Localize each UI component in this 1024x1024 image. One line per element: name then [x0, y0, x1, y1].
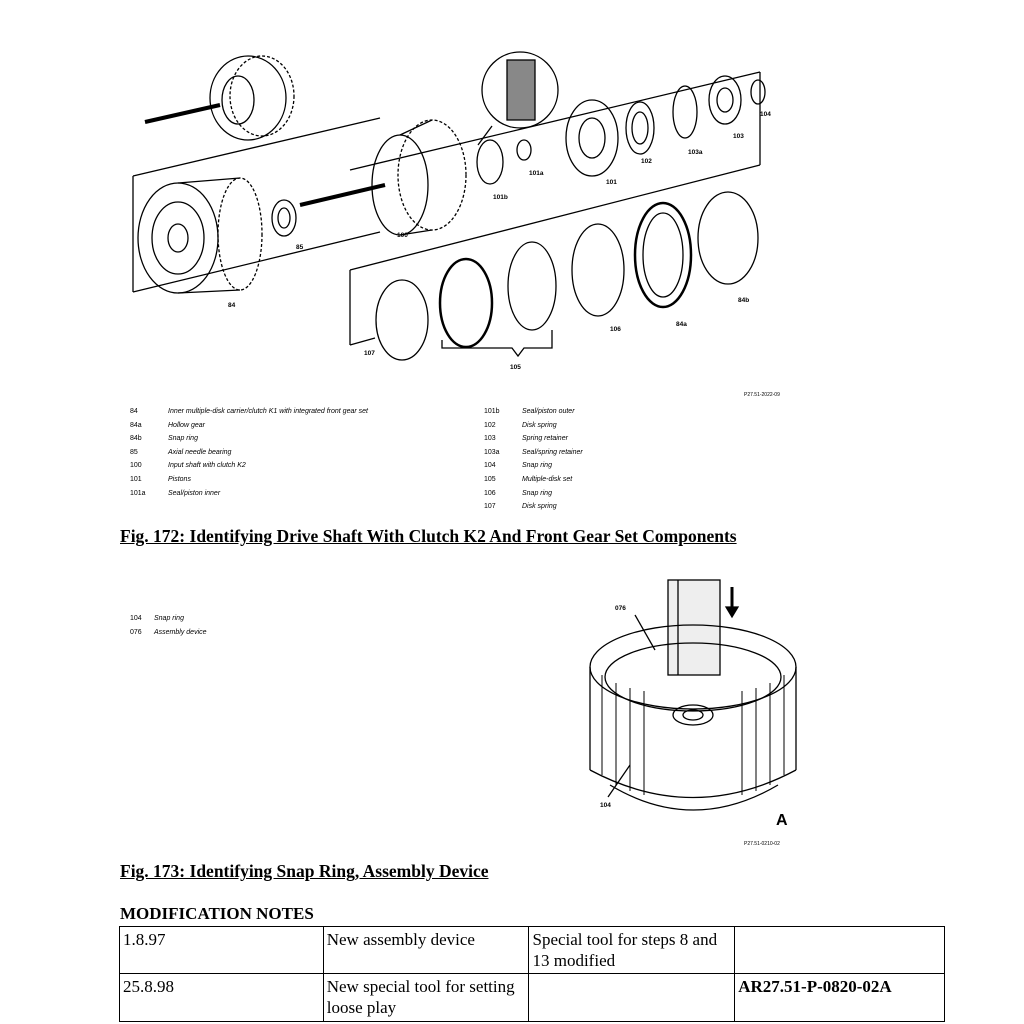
fig173-legend	[130, 612, 330, 639]
legend-row: 103 Spring retainer	[484, 435, 568, 443]
callout-101a: 101a	[529, 170, 544, 177]
table-row	[120, 927, 945, 974]
modification-notes-table	[119, 926, 945, 1022]
legend-row: 84 Inner multiple-disk carrier/clutch K1 with integrated front gear set	[130, 408, 368, 415]
callout-103: 103	[733, 133, 744, 140]
callout-105: 105	[510, 364, 521, 371]
callout-84b: 84b	[738, 297, 750, 304]
legend-row: 076 Assembly device	[130, 628, 207, 636]
legend-row: 105 Multiple-disk set	[484, 475, 573, 483]
table-cell	[735, 927, 945, 974]
table-cell: 1.8.97	[120, 927, 324, 974]
callout-85: 85	[296, 244, 304, 251]
callout-076: 076	[615, 605, 626, 612]
legend-row: 84b Snap ring	[130, 435, 198, 443]
assembly-drawing	[560, 575, 810, 855]
view-label: A	[776, 812, 788, 829]
legend-row: 103a Seal/spring retainer	[484, 448, 583, 456]
callout-101b: 101b	[493, 194, 508, 201]
fig172-caption: Fig. 172: Identifying Drive Shaft With Clutch K2 And Front Gear Set Components	[120, 526, 737, 546]
legend-row: 104 Snap ring	[484, 462, 552, 470]
callout-104: 104	[600, 802, 611, 809]
callout-106: 106	[610, 326, 621, 333]
fig173-figure	[560, 575, 810, 855]
legend-row: 100 Input shaft with clutch K2	[130, 462, 246, 470]
fig172-figure	[0, 0, 1024, 400]
exploded-view-drawing	[0, 0, 1024, 400]
legend-row: 106 Snap ring	[484, 489, 552, 497]
fig172-legend-left	[130, 405, 460, 500]
legend-row: 101b Seal/piston outer	[484, 408, 575, 415]
table-cell: 25.8.98	[120, 974, 324, 1022]
fig173-caption: Fig. 173: Identifying Snap Ring, Assembly Device	[120, 861, 489, 881]
table-cell: New special tool for setting loose play	[323, 974, 529, 1022]
legend-row: 104 Snap ring	[130, 615, 184, 622]
callout-84: 84	[228, 302, 236, 309]
legend-row: 107 Disk spring	[484, 503, 557, 511]
legend-row: 85 Axial needle bearing	[130, 448, 232, 456]
fig172-legend-right	[484, 405, 684, 514]
legend-row: 101 Pistons	[130, 475, 191, 483]
modification-notes-title: MODIFICATION NOTES	[120, 904, 314, 923]
legend-row: 84a Hollow gear	[130, 421, 205, 429]
callout-84a: 84a	[676, 321, 687, 328]
callout-104: 104	[760, 111, 771, 118]
reference-code-cell: AR27.51-P-0820-02A	[735, 974, 945, 1022]
figure-code: P27.51-0210-02	[744, 841, 780, 847]
legend-row: 101a Seal/piston inner	[130, 489, 221, 497]
callout-107: 107	[364, 350, 375, 357]
callout-101: 101	[606, 179, 617, 186]
legend-row: 102 Disk spring	[484, 421, 557, 429]
callout-100: 100	[397, 232, 408, 239]
table-cell	[529, 974, 735, 1022]
table-row	[120, 974, 945, 1022]
figure-code: P27.51-2022-09	[744, 392, 780, 398]
table-cell: Special tool for steps 8 and 13 modified	[529, 927, 735, 974]
callout-103a: 103a	[688, 149, 703, 156]
table-cell: New assembly device	[323, 927, 529, 974]
callout-102: 102	[641, 158, 652, 165]
